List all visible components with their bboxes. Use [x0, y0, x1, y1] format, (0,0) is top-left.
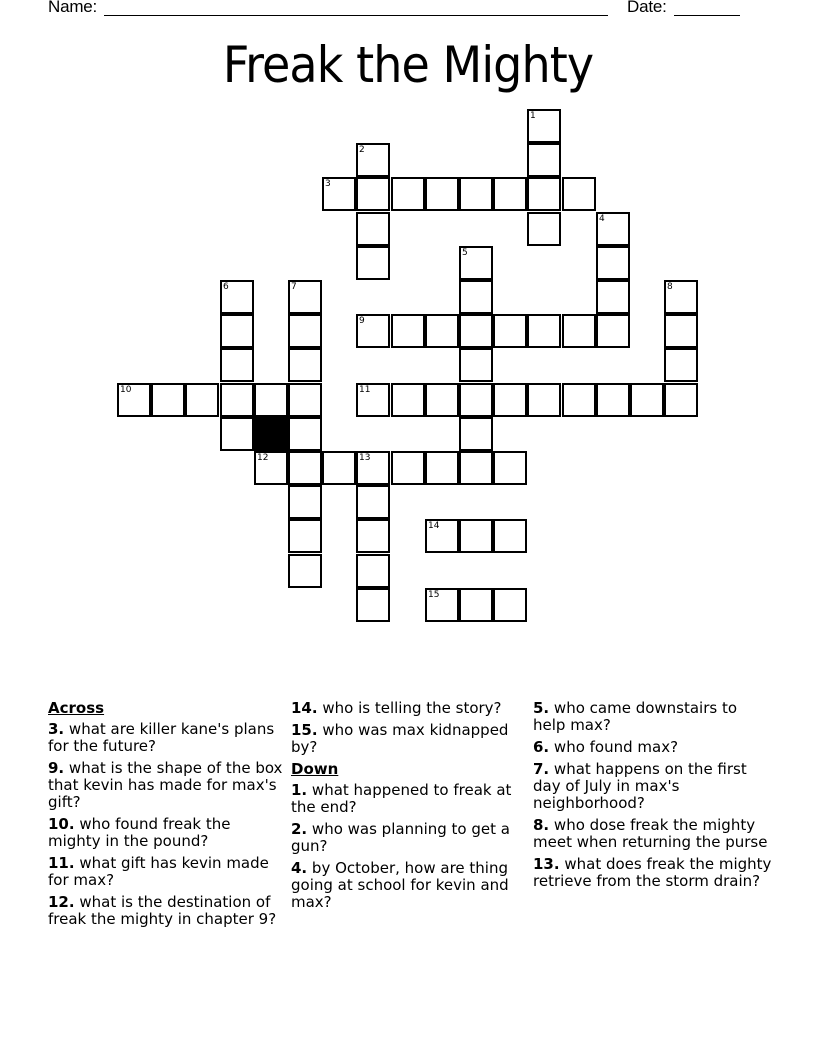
grid-cell[interactable] [356, 554, 390, 588]
puzzle-title: Freak the Mighty [222, 36, 594, 94]
clue-number: 13 [359, 453, 371, 463]
grid-cell[interactable] [562, 383, 596, 417]
clue-across-12: 12. what is the destination of freak the mighty in chapter 9? [48, 893, 277, 928]
name-label: Name: [48, 0, 98, 16]
grid-cell[interactable] [459, 451, 493, 485]
grid-cell[interactable] [288, 417, 322, 451]
clue-down-7: 7. what happens on the first day of July in max's neighborhood? [533, 760, 747, 812]
clue-across-14: 14. who is telling the story? [291, 699, 502, 717]
clue-across-11: 11. what gift has kevin made for max? [48, 854, 269, 889]
grid-cell[interactable] [356, 588, 390, 622]
clues-column-1 [48, 700, 284, 933]
grid-cell[interactable] [596, 280, 630, 314]
grid-cell[interactable] [425, 519, 459, 553]
grid-cell[interactable] [459, 417, 493, 451]
grid-cell[interactable] [356, 519, 390, 553]
grid-cell[interactable] [493, 588, 527, 622]
grid-cell[interactable] [527, 314, 561, 348]
grid-cell[interactable] [527, 383, 561, 417]
grid-cell[interactable] [493, 314, 527, 348]
grid-cell[interactable] [596, 212, 630, 246]
grid-cell[interactable] [391, 314, 425, 348]
grid-cell[interactable] [391, 177, 425, 211]
grid-cell[interactable] [254, 451, 288, 485]
grid-cell[interactable] [596, 383, 630, 417]
grid-cell[interactable] [664, 348, 698, 382]
grid-cell[interactable] [322, 177, 356, 211]
grid-cell[interactable] [322, 451, 356, 485]
clue-down-5: 5. who came downstairs to help max? [533, 699, 738, 734]
grid-cell[interactable] [596, 314, 630, 348]
grid-cell[interactable] [356, 451, 390, 485]
grid-cell[interactable] [459, 588, 493, 622]
grid-cell[interactable] [630, 383, 664, 417]
clue-number: 10 [120, 385, 132, 395]
grid-cell[interactable] [356, 177, 390, 211]
grid-cell[interactable] [288, 554, 322, 588]
grid-cell[interactable] [220, 314, 254, 348]
clue-across-15: 15. who was max kidnapped by? [291, 721, 509, 756]
grid-cell[interactable] [117, 383, 151, 417]
clue-number: 15 [428, 590, 440, 600]
grid-cell[interactable] [425, 451, 459, 485]
grid-cell[interactable] [356, 383, 390, 417]
grid-cell[interactable] [356, 314, 390, 348]
grid-cell[interactable] [459, 383, 493, 417]
grid-cell[interactable] [391, 383, 425, 417]
grid-block [254, 417, 288, 451]
clues-column-3 [533, 700, 773, 895]
grid-cell[interactable] [493, 519, 527, 553]
clue-down-2: 2. who was planning to get a gun? [291, 820, 510, 855]
grid-cell[interactable] [459, 314, 493, 348]
grid-cell[interactable] [220, 348, 254, 382]
clue-number: 11 [359, 385, 371, 395]
grid-cell[interactable] [288, 280, 322, 314]
clue-down-6: 6. who found max? [533, 738, 679, 756]
grid-cell[interactable] [562, 177, 596, 211]
grid-cell[interactable] [493, 451, 527, 485]
grid-cell[interactable] [185, 383, 219, 417]
across-heading: Across [48, 699, 105, 717]
clue-down-13: 13. what does freak the mighty retrieve from the storm drain? [533, 855, 772, 890]
clue-number: 4 [599, 214, 605, 224]
down-heading: Down [291, 760, 339, 778]
grid-cell[interactable] [356, 485, 390, 519]
grid-cell[interactable] [596, 246, 630, 280]
grid-cell[interactable] [220, 383, 254, 417]
grid-cell[interactable] [493, 383, 527, 417]
clue-number: 5 [462, 248, 468, 258]
grid-cell[interactable] [288, 383, 322, 417]
grid-cell[interactable] [664, 383, 698, 417]
grid-cell[interactable] [391, 451, 425, 485]
clues-column-2 [291, 700, 526, 916]
grid-cell[interactable] [288, 314, 322, 348]
grid-cell[interactable] [288, 451, 322, 485]
clue-number: 8 [667, 282, 673, 292]
grid-cell[interactable] [664, 280, 698, 314]
grid-cell[interactable] [425, 314, 459, 348]
clue-down-8: 8. who dose freak the mighty meet when returning the purse [533, 816, 768, 851]
grid-cell[interactable] [356, 246, 390, 280]
clue-across-3: 3. what are killer kane's plans for the future? [48, 720, 275, 755]
grid-cell[interactable] [459, 177, 493, 211]
clue-number: 9 [359, 316, 365, 326]
clue-number: 6 [223, 282, 229, 292]
clue-across-10: 10. who found freak the mighty in the pound? [48, 815, 231, 850]
grid-cell[interactable] [459, 246, 493, 280]
grid-cell[interactable] [425, 177, 459, 211]
grid-cell[interactable] [527, 212, 561, 246]
clue-down-1: 1. what happened to freak at the end? [291, 781, 512, 816]
grid-cell[interactable] [220, 417, 254, 451]
grid-cell[interactable] [527, 177, 561, 211]
grid-cell[interactable] [425, 588, 459, 622]
grid-cell[interactable] [288, 485, 322, 519]
grid-cell[interactable] [527, 143, 561, 177]
clue-number: 1 [530, 111, 536, 121]
grid-cell[interactable] [459, 519, 493, 553]
grid-cell[interactable] [664, 314, 698, 348]
grid-cell[interactable] [356, 212, 390, 246]
grid-cell[interactable] [425, 383, 459, 417]
grid-cell[interactable] [254, 383, 288, 417]
date-label: Date: [627, 0, 667, 16]
grid-cell[interactable] [493, 177, 527, 211]
grid-cell[interactable] [288, 519, 322, 553]
grid-cell[interactable] [459, 348, 493, 382]
clue-number: 3 [325, 179, 331, 189]
grid-cell[interactable] [220, 280, 254, 314]
grid-cell[interactable] [459, 280, 493, 314]
clue-number: 14 [428, 521, 440, 531]
grid-cell[interactable] [527, 109, 561, 143]
grid-cell[interactable] [562, 314, 596, 348]
grid-cell[interactable] [151, 383, 185, 417]
clue-number: 2 [359, 145, 365, 155]
clue-number: 7 [291, 282, 297, 292]
clue-across-9: 9. what is the shape of the box that kevin has made for max's gift? [48, 759, 283, 811]
grid-cell[interactable] [288, 348, 322, 382]
grid-cell[interactable] [356, 143, 390, 177]
clue-number: 12 [257, 453, 269, 463]
clue-down-4: 4. by October, how are thing going at school for kevin and max? [291, 859, 509, 911]
